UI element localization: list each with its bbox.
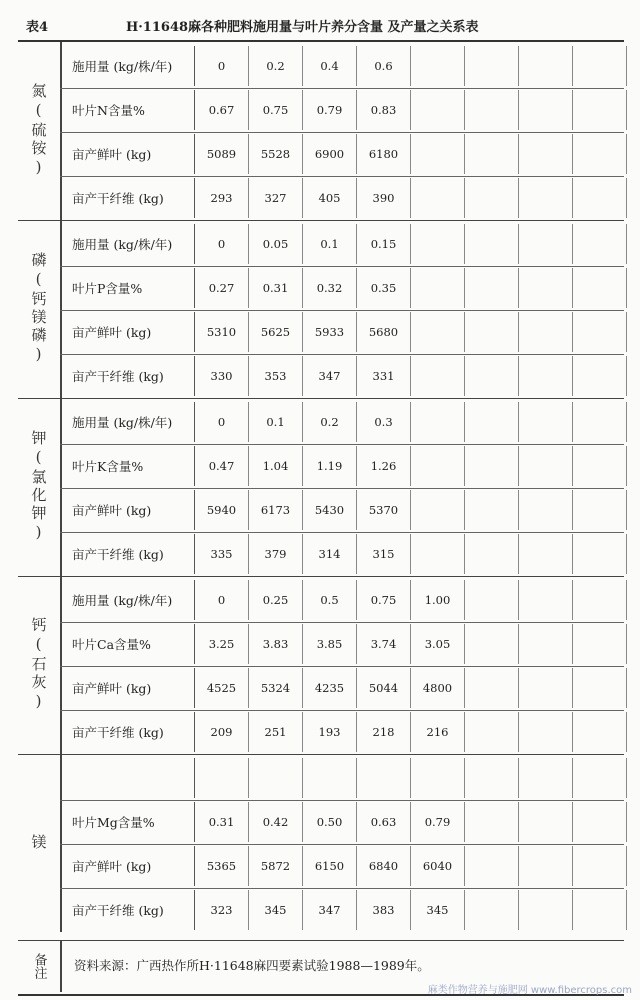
value-cell: [573, 312, 627, 352]
value-cell: [465, 712, 519, 752]
group-divider: [18, 576, 624, 577]
value-cell: 0.42: [249, 802, 303, 842]
value-cell: [411, 402, 465, 442]
value-cell: 335: [195, 534, 249, 574]
value-cell: [519, 356, 573, 396]
row-divider: [60, 710, 624, 711]
value-cell: [465, 312, 519, 352]
value-cell: [627, 90, 640, 130]
value-cell: 5872: [249, 846, 303, 886]
value-cell: [627, 312, 640, 352]
table-row: [60, 758, 640, 798]
row-label: 亩产干纤维 (kg): [60, 356, 195, 396]
value-cell: [573, 802, 627, 842]
value-cell: [465, 46, 519, 86]
value-cell: [627, 890, 640, 930]
table-row: [60, 446, 640, 486]
value-cell: [465, 402, 519, 442]
value-cell: [465, 490, 519, 530]
value-cell: 5310: [195, 312, 249, 352]
value-cell: [465, 90, 519, 130]
value-cell: [411, 224, 465, 264]
table-title-text: H·11648麻各种肥料施用量与叶片养分含量 及产量之关系表: [126, 19, 479, 35]
value-cell: 5370: [357, 490, 411, 530]
value-cell: 405: [303, 178, 357, 218]
value-cell: 6150: [303, 846, 357, 886]
value-cell: 4235: [303, 668, 357, 708]
data-table: [18, 40, 624, 996]
value-cell: [519, 90, 573, 130]
value-cell: [519, 46, 573, 86]
row-label: 亩产鲜叶 (kg): [60, 312, 195, 352]
value-cell: 5430: [303, 490, 357, 530]
value-cell: 323: [195, 890, 249, 930]
table-row: [60, 90, 640, 130]
table-row: [60, 802, 640, 842]
value-cell: [411, 490, 465, 530]
value-cell: [465, 624, 519, 664]
value-cell: 6900: [303, 134, 357, 174]
value-cell: [465, 446, 519, 486]
value-cell: 5365: [195, 846, 249, 886]
value-cell: [519, 312, 573, 352]
value-cell: [627, 402, 640, 442]
value-cell: 6173: [249, 490, 303, 530]
value-cell: 293: [195, 178, 249, 218]
value-cell: 327: [249, 178, 303, 218]
group-name: 氮(硫铵): [29, 83, 48, 179]
value-cell: 0.79: [303, 90, 357, 130]
value-cell: [411, 46, 465, 86]
value-cell: [519, 446, 573, 486]
value-cell: [627, 758, 640, 798]
value-cell: [573, 890, 627, 930]
value-cell: [411, 134, 465, 174]
value-cell: 5324: [249, 668, 303, 708]
table-row: [60, 712, 640, 752]
table-row: [60, 178, 640, 218]
value-cell: [519, 402, 573, 442]
value-cell: [411, 534, 465, 574]
row-divider: [60, 622, 624, 623]
value-cell: 3.83: [249, 624, 303, 664]
row-divider: [60, 844, 624, 845]
value-cell: 4525: [195, 668, 249, 708]
value-cell: [573, 356, 627, 396]
value-cell: [465, 846, 519, 886]
group-label-cell: [18, 398, 62, 576]
row-label: 亩产鲜叶 (kg): [60, 490, 195, 530]
value-cell: 0.31: [195, 802, 249, 842]
value-cell: [573, 268, 627, 308]
value-cell: [573, 90, 627, 130]
row-label: 施用量 (kg/株/年): [60, 46, 195, 86]
value-cell: 0.35: [357, 268, 411, 308]
value-cell: [573, 178, 627, 218]
value-cell: 6180: [357, 134, 411, 174]
value-cell: 383: [357, 890, 411, 930]
value-cell: [573, 846, 627, 886]
table-row: [60, 580, 640, 620]
value-cell: [519, 890, 573, 930]
value-cell: 0.32: [303, 268, 357, 308]
value-cell: 3.74: [357, 624, 411, 664]
value-cell: 0.75: [249, 90, 303, 130]
value-cell: 193: [303, 712, 357, 752]
value-cell: [519, 490, 573, 530]
value-cell: [519, 668, 573, 708]
row-label: 亩产干纤维 (kg): [60, 534, 195, 574]
row-divider: [60, 532, 624, 533]
table-row: [60, 490, 640, 530]
value-cell: 0.63: [357, 802, 411, 842]
value-cell: [465, 178, 519, 218]
value-cell: 0: [195, 580, 249, 620]
group-label-cell: [18, 576, 62, 754]
value-cell: [627, 580, 640, 620]
row-divider: [60, 354, 624, 355]
value-cell: 1.19: [303, 446, 357, 486]
value-cell: 5933: [303, 312, 357, 352]
value-cell: 0.1: [303, 224, 357, 264]
table-row: [60, 534, 640, 574]
value-cell: [573, 402, 627, 442]
value-cell: [627, 178, 640, 218]
value-cell: 218: [357, 712, 411, 752]
value-cell: [627, 668, 640, 708]
group-divider: [18, 398, 624, 399]
table-row: [60, 134, 640, 174]
table-row: [60, 402, 640, 442]
value-cell: 3.85: [303, 624, 357, 664]
value-cell: 0.2: [249, 46, 303, 86]
row-divider: [60, 132, 624, 133]
row-label: [60, 758, 195, 798]
value-cell: [519, 224, 573, 264]
value-cell: 5625: [249, 312, 303, 352]
group-name: 镁: [29, 834, 48, 852]
value-cell: 0.27: [195, 268, 249, 308]
value-cell: 0.31: [249, 268, 303, 308]
row-label: 叶片P含量%: [60, 268, 195, 308]
value-cell: [411, 268, 465, 308]
value-cell: 5940: [195, 490, 249, 530]
value-cell: [573, 580, 627, 620]
value-cell: 0.25: [249, 580, 303, 620]
value-cell: [519, 846, 573, 886]
value-cell: 0.67: [195, 90, 249, 130]
row-label: 施用量 (kg/株/年): [60, 580, 195, 620]
watermark: 麻类作物营养与施肥网 www.fibercrops.com: [427, 985, 632, 996]
value-cell: 1.26: [357, 446, 411, 486]
row-divider: [60, 800, 624, 801]
value-cell: 4800: [411, 668, 465, 708]
value-cell: 3.25: [195, 624, 249, 664]
value-cell: [519, 268, 573, 308]
value-cell: [627, 134, 640, 174]
value-cell: 0.05: [249, 224, 303, 264]
value-cell: 0: [195, 46, 249, 86]
value-cell: 209: [195, 712, 249, 752]
value-cell: 347: [303, 890, 357, 930]
row-label: 施用量 (kg/株/年): [60, 402, 195, 442]
value-cell: [249, 758, 303, 798]
value-cell: [627, 268, 640, 308]
value-cell: 347: [303, 356, 357, 396]
value-cell: 0.83: [357, 90, 411, 130]
value-cell: 379: [249, 534, 303, 574]
value-cell: [519, 758, 573, 798]
value-cell: 3.05: [411, 624, 465, 664]
value-cell: [465, 356, 519, 396]
table-row: [60, 890, 640, 930]
value-cell: [465, 802, 519, 842]
value-cell: 0.79: [411, 802, 465, 842]
table-row: [60, 312, 640, 352]
value-cell: [411, 178, 465, 218]
value-cell: [519, 134, 573, 174]
value-cell: [465, 890, 519, 930]
value-cell: 251: [249, 712, 303, 752]
value-cell: 0.15: [357, 224, 411, 264]
value-cell: [465, 758, 519, 798]
value-cell: [519, 802, 573, 842]
value-cell: [465, 668, 519, 708]
footnote-divider: [18, 940, 624, 941]
value-cell: [627, 224, 640, 264]
value-cell: 5044: [357, 668, 411, 708]
group-label-cell: [18, 42, 62, 220]
value-cell: [357, 758, 411, 798]
value-cell: 390: [357, 178, 411, 218]
value-cell: [411, 446, 465, 486]
table-row: [60, 624, 640, 664]
value-cell: 314: [303, 534, 357, 574]
value-cell: 0.1: [249, 402, 303, 442]
table-row: [60, 356, 640, 396]
value-cell: [573, 712, 627, 752]
row-divider: [60, 444, 624, 445]
value-cell: 216: [411, 712, 465, 752]
value-cell: [627, 624, 640, 664]
value-cell: 1.04: [249, 446, 303, 486]
value-cell: [411, 356, 465, 396]
table-title: [18, 14, 622, 36]
row-divider: [60, 176, 624, 177]
value-cell: [573, 758, 627, 798]
value-cell: 345: [249, 890, 303, 930]
value-cell: [573, 624, 627, 664]
value-cell: 330: [195, 356, 249, 396]
row-label: 亩产干纤维 (kg): [60, 178, 195, 218]
row-label: 叶片Ca含量%: [60, 624, 195, 664]
value-cell: [411, 312, 465, 352]
value-cell: [195, 758, 249, 798]
value-cell: [627, 846, 640, 886]
row-divider: [60, 888, 624, 889]
table-row: [60, 668, 640, 708]
table-row: [60, 224, 640, 264]
value-cell: [573, 534, 627, 574]
row-divider: [60, 266, 624, 267]
group-label-cell: [18, 754, 62, 932]
value-cell: [573, 490, 627, 530]
value-cell: 0: [195, 224, 249, 264]
value-cell: 5089: [195, 134, 249, 174]
value-cell: [465, 534, 519, 574]
group-name: 钙(石灰): [29, 617, 48, 713]
value-cell: [573, 46, 627, 86]
footnote-label: 备注: [18, 940, 62, 992]
value-cell: [519, 624, 573, 664]
group-label-cell: [18, 220, 62, 398]
row-label: 叶片K含量%: [60, 446, 195, 486]
value-cell: [573, 134, 627, 174]
group-divider: [18, 220, 624, 221]
value-cell: 5680: [357, 312, 411, 352]
value-cell: [627, 356, 640, 396]
value-cell: [465, 224, 519, 264]
row-label: 亩产干纤维 (kg): [60, 712, 195, 752]
value-cell: 0.5: [303, 580, 357, 620]
value-cell: 0.3: [357, 402, 411, 442]
group-name: 磷(钙镁磷): [29, 252, 48, 366]
value-cell: 345: [411, 890, 465, 930]
row-divider: [60, 88, 624, 89]
value-cell: [411, 758, 465, 798]
value-cell: 1.00: [411, 580, 465, 620]
row-label: 亩产鲜叶 (kg): [60, 846, 195, 886]
value-cell: [519, 534, 573, 574]
value-cell: [519, 178, 573, 218]
value-cell: [573, 224, 627, 264]
value-cell: [465, 580, 519, 620]
value-cell: 331: [357, 356, 411, 396]
value-cell: 315: [357, 534, 411, 574]
value-cell: [627, 534, 640, 574]
value-cell: [573, 446, 627, 486]
value-cell: [411, 90, 465, 130]
value-cell: [465, 268, 519, 308]
table-row: [60, 846, 640, 886]
value-cell: [627, 490, 640, 530]
table-number: 表4: [26, 19, 49, 35]
value-cell: [465, 134, 519, 174]
footnote-text: 资料来源：广西热作所H·11648麻四要素试验1988—1989年。: [74, 958, 430, 973]
value-cell: [519, 580, 573, 620]
value-cell: 6040: [411, 846, 465, 886]
row-label: 亩产鲜叶 (kg): [60, 668, 195, 708]
value-cell: [303, 758, 357, 798]
value-cell: [627, 46, 640, 86]
value-cell: [519, 712, 573, 752]
row-label: 叶片Mg含量%: [60, 802, 195, 842]
row-label: 亩产鲜叶 (kg): [60, 134, 195, 174]
row-label: 亩产干纤维 (kg): [60, 890, 195, 930]
table-row: [60, 46, 640, 86]
row-divider: [60, 310, 624, 311]
value-cell: 6840: [357, 846, 411, 886]
value-cell: 0.50: [303, 802, 357, 842]
group-divider: [18, 754, 624, 755]
value-cell: 0.2: [303, 402, 357, 442]
table-row: [60, 268, 640, 308]
value-cell: 0.4: [303, 46, 357, 86]
value-cell: 0: [195, 402, 249, 442]
row-label: 叶片N含量%: [60, 90, 195, 130]
row-label: 施用量 (kg/株/年): [60, 224, 195, 264]
row-divider: [60, 666, 624, 667]
row-divider: [60, 488, 624, 489]
group-name: 钾(氯化钾): [29, 430, 48, 544]
value-cell: [573, 668, 627, 708]
value-cell: [627, 446, 640, 486]
value-cell: [627, 802, 640, 842]
value-cell: 0.75: [357, 580, 411, 620]
value-cell: [627, 712, 640, 752]
value-cell: 0.6: [357, 46, 411, 86]
value-cell: 5528: [249, 134, 303, 174]
value-cell: 0.47: [195, 446, 249, 486]
value-cell: 353: [249, 356, 303, 396]
